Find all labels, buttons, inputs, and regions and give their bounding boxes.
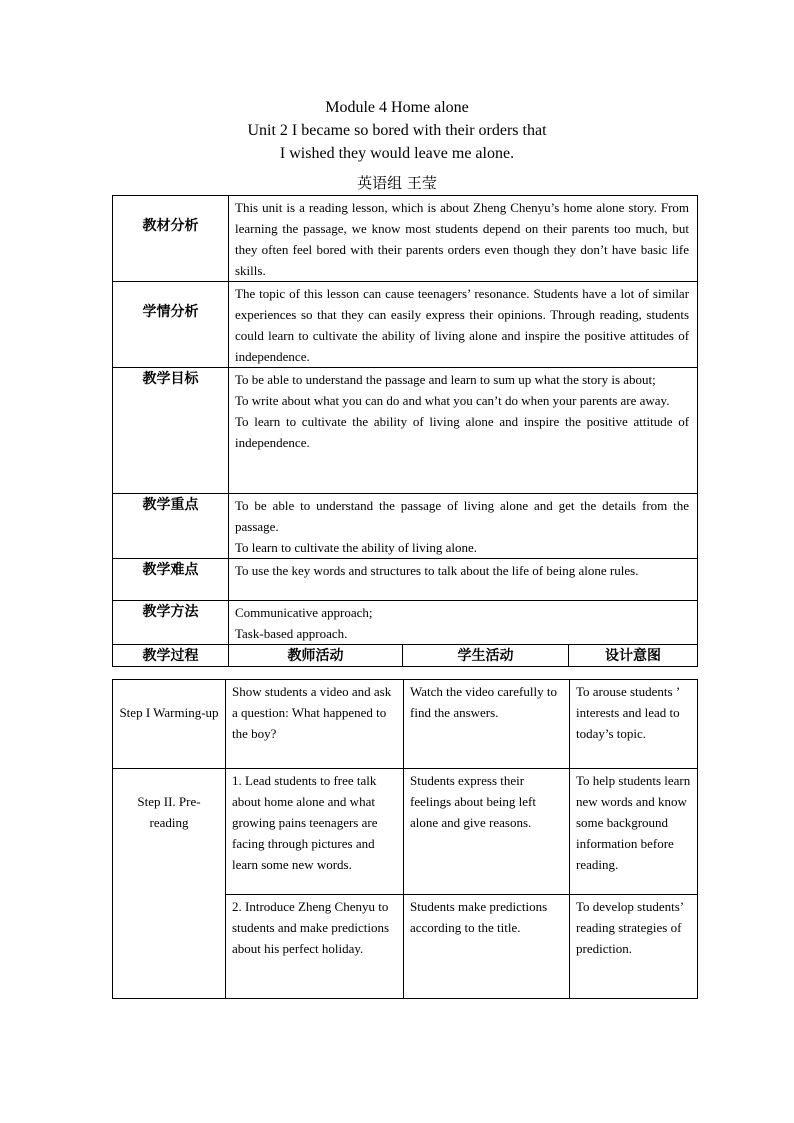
row-label: 教材分析 [113, 196, 229, 282]
table-row [113, 769, 698, 895]
table-row [113, 368, 698, 494]
row-label: 教学重点 [113, 494, 229, 559]
design-purpose: To arouse students ’ interests and lead to today’s topic. [570, 680, 698, 769]
row-content: To use the key words and structures to talk about the life of being alone rules. [229, 559, 698, 601]
method-line: Task-based approach. [235, 626, 348, 641]
table-row [113, 282, 698, 368]
process-header-row [113, 645, 698, 667]
objective-line: To learn to cultivate the ability of living alone and inspire the positive attitude of independence. [235, 414, 690, 450]
row-label: 学情分析 [113, 282, 229, 368]
method-line: Communicative approach; [235, 605, 373, 620]
row-label: 教学方法 [113, 601, 229, 645]
row-content [229, 601, 698, 645]
lesson-plan-table [112, 195, 698, 667]
student-activity: Students express their feelings about being left alone and give reasons. [404, 769, 570, 895]
table-row [113, 680, 698, 769]
step-name: Step I Warming-up [113, 680, 226, 769]
step-name: Step II. Pre-reading [113, 769, 226, 999]
design-purpose: To help students learn new words and know some background information before reading. [570, 769, 698, 895]
unit-subtitle: I wished they would leave me alone. [279, 145, 515, 162]
row-content [229, 368, 698, 494]
row-content: This unit is a reading lesson, which is about Zheng Chenyu’s home alone story. From learning the passage, we know most students depend on their parents too much, but they often feel bored with their parents orders even though they don’t have basic life skills. [229, 196, 698, 282]
row-label: 教学难点 [113, 559, 229, 601]
unit-title: Unit 2 I became so bored with their orders that [247, 122, 547, 139]
teaching-steps-table [112, 679, 698, 999]
header-design-purpose: 设计意图 [569, 645, 698, 667]
table-row [113, 494, 698, 559]
table-row [113, 196, 698, 282]
author-line: 英语组 王莹 [357, 174, 437, 192]
key-point-line: To be able to understand the passage of living alone and get the details from the passage. [235, 498, 690, 534]
student-activity: Watch the video carefully to find the answers. [404, 680, 570, 769]
row-content [229, 494, 698, 559]
student-activity: Students make predictions according to the title. [404, 895, 570, 999]
objective-line: To write about what you can do and what you can’t do when your parents are away. [235, 393, 670, 408]
header-process: 教学过程 [113, 645, 229, 667]
objective-line: To be able to understand the passage and learn to sum up what the story is about; [235, 372, 656, 387]
row-label: 教学目标 [113, 368, 229, 494]
teacher-activity: Show students a video and ask a question: What happened to the boy? [226, 680, 404, 769]
teacher-activity: 1. Lead students to free talk about home alone and what growing pains teenagers are facing through pictures and learn some new words. [226, 769, 404, 895]
design-purpose: To develop students’ reading strategies of prediction. [570, 895, 698, 999]
table-row [113, 601, 698, 645]
header-teacher-activity: 教师活动 [229, 645, 403, 667]
key-point-line: To learn to cultivate the ability of living alone. [235, 540, 478, 555]
teacher-activity: 2. Introduce Zheng Chenyu to students and make predictions about his perfect holiday. [226, 895, 404, 999]
module-title: Module 4 Home alone [325, 99, 469, 116]
table-row [113, 559, 698, 601]
row-content: The topic of this lesson can cause teenagers’ resonance. Students have a lot of similar experiences so that they can easily express their opinions. Through reading, students could learn to cultivate the ability of living alone and inspire the positive attitudes of independence. [229, 282, 698, 368]
header-student-activity: 学生活动 [403, 645, 569, 667]
